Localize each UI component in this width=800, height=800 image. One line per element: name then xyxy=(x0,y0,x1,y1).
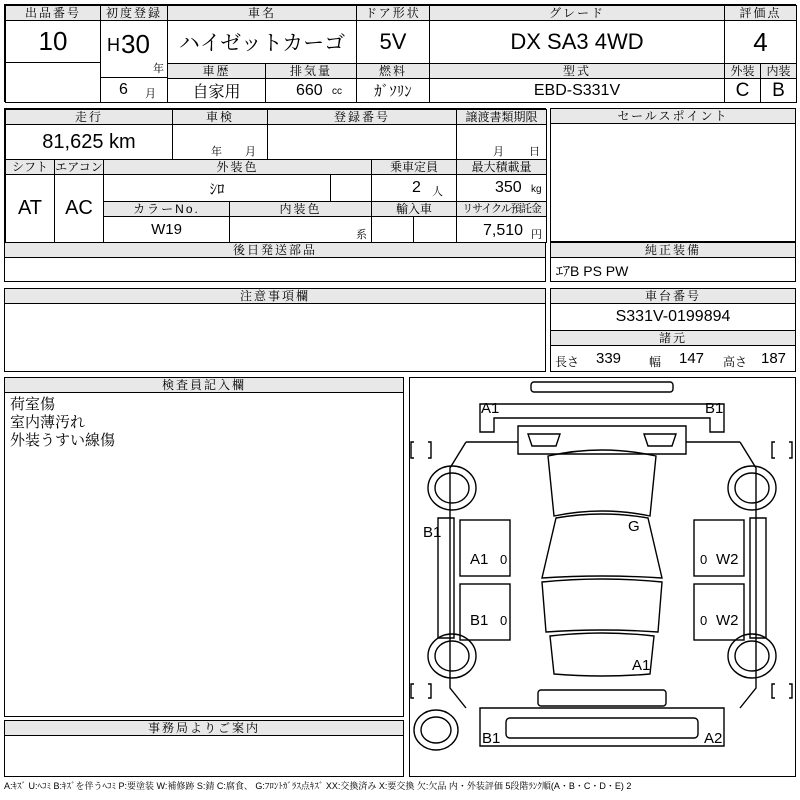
mark-a1-front-left: A1 xyxy=(481,400,500,417)
sales-point-label: セールスポイント xyxy=(550,108,796,124)
remark-line-1: 荷室傷 xyxy=(10,396,56,413)
displacement-cell xyxy=(265,78,357,103)
mark-0-left-rear: 0 xyxy=(500,613,508,628)
exterior-label: 外装 xyxy=(724,63,761,79)
inspection-month-unit: 月 xyxy=(245,146,256,158)
width-value: 147 xyxy=(679,350,705,367)
color-extra xyxy=(330,174,372,202)
year-unit: 年 xyxy=(153,63,164,75)
genuine-section xyxy=(550,242,796,282)
front-bumper-shape xyxy=(531,382,673,392)
width-label: 幅 xyxy=(649,355,662,369)
inspection-cell xyxy=(172,124,268,160)
genuine-equipment: ｴｱB PS PW xyxy=(556,263,629,279)
genuine-label: 純正装備 xyxy=(550,242,796,258)
sales-point-section xyxy=(550,108,796,242)
interior-grade: B xyxy=(760,78,797,103)
capacity-cell xyxy=(371,174,457,202)
inspector-section xyxy=(4,377,404,717)
remark-line-2: 室内薄汚れ xyxy=(10,414,86,431)
recycle-label: リサイクル預託金 xyxy=(456,201,547,217)
mark-a2-rear-right: A2 xyxy=(704,730,723,747)
color-label: 外装色 xyxy=(103,159,372,175)
office-section xyxy=(4,720,404,777)
first-reg-month-cell xyxy=(100,77,168,103)
dims-row xyxy=(551,345,795,371)
grade-label: グレード xyxy=(429,5,725,21)
later-parts-section xyxy=(4,242,546,282)
car-name: ハイゼットカーゴ xyxy=(167,20,357,64)
chassis-section xyxy=(550,288,796,372)
max-load: 350 xyxy=(495,179,522,196)
lot-number: 10 xyxy=(5,20,101,63)
mark-b1-left-side: B1 xyxy=(423,524,442,541)
office-title: 事務局よりご案内 xyxy=(4,720,404,736)
inspector-remarks xyxy=(10,396,115,450)
interior-color-cell xyxy=(229,216,372,243)
displacement: 660 xyxy=(296,82,323,99)
ac-label: エアコン xyxy=(55,160,103,174)
rear-light-bar-shape xyxy=(538,690,666,706)
mileage-label: 走行 xyxy=(5,109,173,125)
inspector-title: 検査員記入欄 xyxy=(4,377,404,393)
bracket-left-bottom xyxy=(411,684,431,698)
lot-number-label: 出品番号 xyxy=(5,5,101,21)
reg-month: 6 xyxy=(119,81,128,98)
history: 自家用 xyxy=(167,78,266,103)
mark-b1-front-right: B1 xyxy=(705,400,724,417)
transfer-month-unit: 月 xyxy=(493,146,504,158)
remark-line-3: 外装うすい線傷 xyxy=(10,432,116,449)
bracket-right-bottom xyxy=(772,684,792,698)
height-label: 高さ xyxy=(723,355,748,369)
legend: A:ｷｽﾞ U:ﾍｺﾐ B:ｷｽﾞを伴うﾍｺﾐ P:要塗装 W:補修跡 S:錆 C:腐食、 G:ﾌﾛﾝﾄｶﾞﾗｽ点ｷｽﾞ XX:交換済み X:要交換 欠:欠品 内・外装評価 5段階ﾗﾝｸ順(A・B・C・D・E) 2 xyxy=(4,781,632,791)
max-load-label: 最大積載量 xyxy=(456,159,547,175)
mark-0-right-front: 0 xyxy=(700,552,708,567)
reg-year: 30 xyxy=(121,29,150,59)
recycle-unit: 円 xyxy=(531,229,542,241)
capacity-label: 乗車定員 xyxy=(371,159,457,175)
grade: DX SA3 4WD xyxy=(429,20,725,64)
score-label: 評価点 xyxy=(724,5,797,21)
shift-label: シフト xyxy=(5,159,55,175)
color-no-label: カラーNo. xyxy=(103,201,230,217)
length-label: 長さ xyxy=(555,355,580,369)
roof-rear-shape xyxy=(542,579,662,632)
shift: AT xyxy=(5,174,55,243)
transfer-cell xyxy=(456,124,547,160)
import-cell-a xyxy=(371,216,414,243)
mark-b1-rear-left: B1 xyxy=(482,730,501,747)
header-section xyxy=(4,4,796,102)
later-parts-label: 後日発送部品 xyxy=(4,242,546,258)
max-load-unit: kg xyxy=(531,184,542,195)
max-load-cell xyxy=(456,174,547,202)
recycle-cell xyxy=(456,216,547,243)
mark-0-right-rear: 0 xyxy=(700,613,708,628)
bracket-right-top xyxy=(772,442,792,458)
bracket-left-top xyxy=(411,442,431,458)
interior-label: 内装 xyxy=(760,63,797,79)
mark-a1-cargo-floor: A1 xyxy=(632,657,651,674)
color: ｼﾛ xyxy=(103,174,331,202)
mark-b1-left-rear-door: B1 xyxy=(470,612,489,629)
history-label: 車歴 xyxy=(167,63,266,79)
roof-front-shape xyxy=(542,514,662,578)
hood-shape xyxy=(548,450,656,516)
length-value: 339 xyxy=(596,350,622,367)
capacity-unit: 人 xyxy=(432,186,443,198)
exterior-grade: C xyxy=(724,78,761,103)
transfer-day-unit: 日 xyxy=(529,146,540,158)
headlights-shape xyxy=(528,434,676,446)
dims-label: 諸元 xyxy=(550,330,796,346)
import-label: 輸入車 xyxy=(371,201,457,217)
mark-w2-right-rear-door: W2 xyxy=(716,612,739,629)
right-side-panel-shape xyxy=(750,518,766,638)
details-section xyxy=(4,108,546,242)
transfer-label: 譲渡書類期限 xyxy=(456,109,547,125)
fuel-label: 燃料 xyxy=(356,63,430,79)
notes-section xyxy=(4,288,546,372)
era: H xyxy=(107,35,120,55)
fuel: ｶﾞｿﾘﾝ xyxy=(356,78,430,103)
rear-bumper-shape xyxy=(506,718,698,738)
lot-number-blank xyxy=(5,62,101,103)
mark-a1-left-front-door: A1 xyxy=(470,551,489,568)
chassis-label: 車台番号 xyxy=(550,288,796,304)
mileage: 81,625 km xyxy=(5,124,173,160)
interior-color-suffix: 系 xyxy=(356,229,367,241)
inspection-label: 車検 xyxy=(172,109,268,125)
ac: AC xyxy=(54,174,104,243)
height-value: 187 xyxy=(761,350,787,367)
mark-g-roof: G xyxy=(628,518,640,535)
displacement-unit: cc xyxy=(332,86,342,97)
first-reg-label: 初度登録 xyxy=(100,5,168,21)
import-cell-b xyxy=(413,216,457,243)
door-label: ドア形状 xyxy=(356,5,430,21)
reg-number-label: 登録番号 xyxy=(267,109,457,125)
reg-number xyxy=(267,124,457,160)
chassis-number: S331V-0199894 xyxy=(550,303,796,331)
rear-panel-shape xyxy=(480,708,724,746)
displacement-label: 排気量 xyxy=(265,63,357,79)
car-name-label: 車名 xyxy=(167,5,357,21)
recycle-amount: 7,510 xyxy=(483,222,524,239)
damage-diagram xyxy=(409,377,796,777)
front-panel-shape xyxy=(480,404,724,432)
interior-color-label: 内装色 xyxy=(229,201,372,217)
car-diagram-svg xyxy=(410,378,795,776)
month-unit: 月 xyxy=(145,88,156,100)
inspection-year-unit: 年 xyxy=(211,146,222,158)
first-reg-year-cell xyxy=(100,20,168,78)
mark-0-left-front: 0 xyxy=(500,552,508,567)
door-type: 5V xyxy=(356,20,430,64)
notes-label: 注意事項欄 xyxy=(4,288,546,304)
mark-w2-right-front-door: W2 xyxy=(716,551,739,568)
score: 4 xyxy=(724,20,797,64)
body-outline-shape xyxy=(450,442,756,708)
capacity: 2 xyxy=(412,179,421,196)
model: EBD-S331V xyxy=(429,78,725,103)
model-label: 型式 xyxy=(429,63,725,79)
color-no: W19 xyxy=(103,216,230,243)
